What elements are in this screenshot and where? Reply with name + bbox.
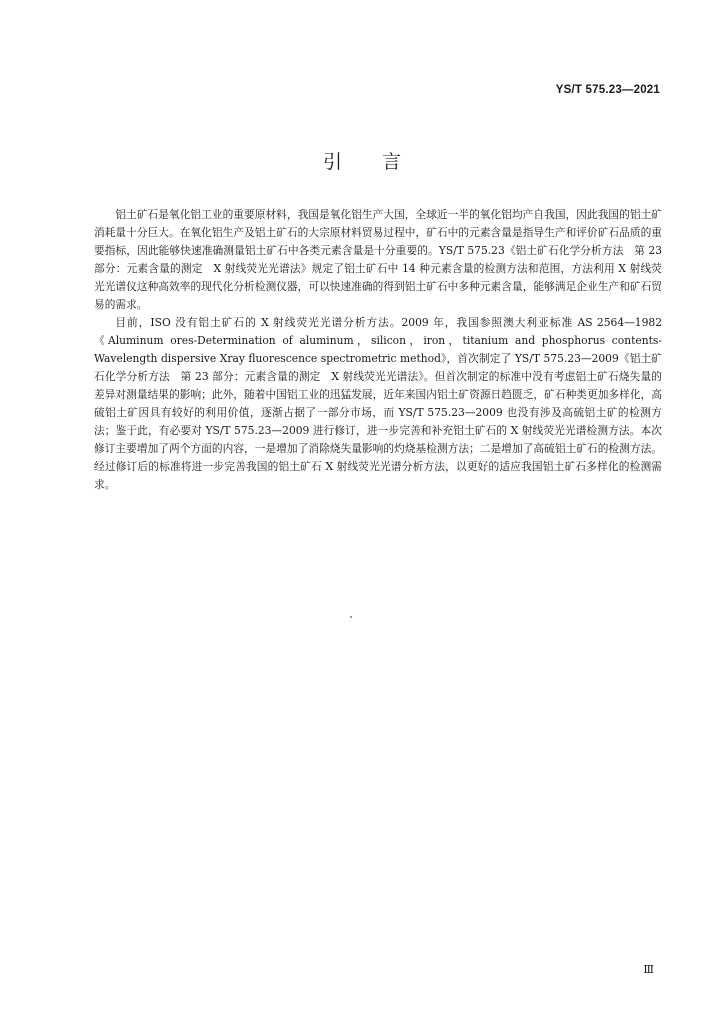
standard-number: YS/T 575.23—2021 — [555, 84, 660, 96]
paragraph-1: 铝土矿石是氧化铝工业的重要原材料，我国是氧化铝生产大国，全球近一半的氧化铝均产自我国，因此我国的铝土矿消耗量十分巨大。在氧化铝生产及铝土矿石的大宗原材料贸易过程中，矿石中的元素含量是指导生产和评价矿石品质的重要指标，因此能够快速准确测量铝土矿石中各类元素含量是十分重要的。YS/T 575.23《铝土矿石化学分析方法 第 23 部分：元素含量的测定 X 射线荧光光谱法》规定了铝土矿石中 14 种元素含量的检测方法和范围，方法利用 X 射线荧光光谱仪这种高效率的现代化分析检测仪器，可以快速准确的得到铝土矿石中多种元素含量，能够满足企业生产和矿石贸易的需求。 — [94, 208, 662, 311]
introduction-body — [94, 206, 662, 494]
center-dot — [350, 616, 352, 618]
paragraph-2: 目前，ISO 没有铝土矿石的 X 射线荧光光谱分析方法。2009 年，我国参照澳大利亚标准 AS 2564—1982《Aluminum ores-Determination of aluminum，silicon，iron，titanium and phosphorus contents-Wavelength dispersive Xray fluorescence spectrometric method》，首次制定了 YS/T 575.23—2009《铝土矿石化学分析方法 第 23 部分：元素含量的测定 X 射线荧光光谱法》。但首次制定的标准中没有考虑铝土矿石烧失量的差异对测量结果的影响；此外，随着中国铝工业的迅猛发展，近年来国内铝土矿资源日趋匮乏，矿石种类更加多样化，高硫铝土矿因具有较好的利用价值，逐渐占据了一部分市场，而 YS/T 575.23—2009 也没有涉及高硫铝土矿的检测方法；鉴于此，有必要对 YS/T 575.23—2009 进行修订，进一步完善和补充铝土矿石的 X 射线荧光光谱检测方法。本次修订主要增加了两个方面的内容，一是增加了消除烧失量影响的灼烧基检测方法；二是增加了高硫铝土矿石的检测方法。经过修订后的标准将进一步完善我国的铝土矿石 X 射线荧光光谱分析方法，以更好的适应我国铝土矿石多样化的检测需求。 — [94, 316, 662, 491]
page-title: 引言 — [322, 151, 441, 173]
page-number: Ⅲ — [643, 963, 654, 976]
